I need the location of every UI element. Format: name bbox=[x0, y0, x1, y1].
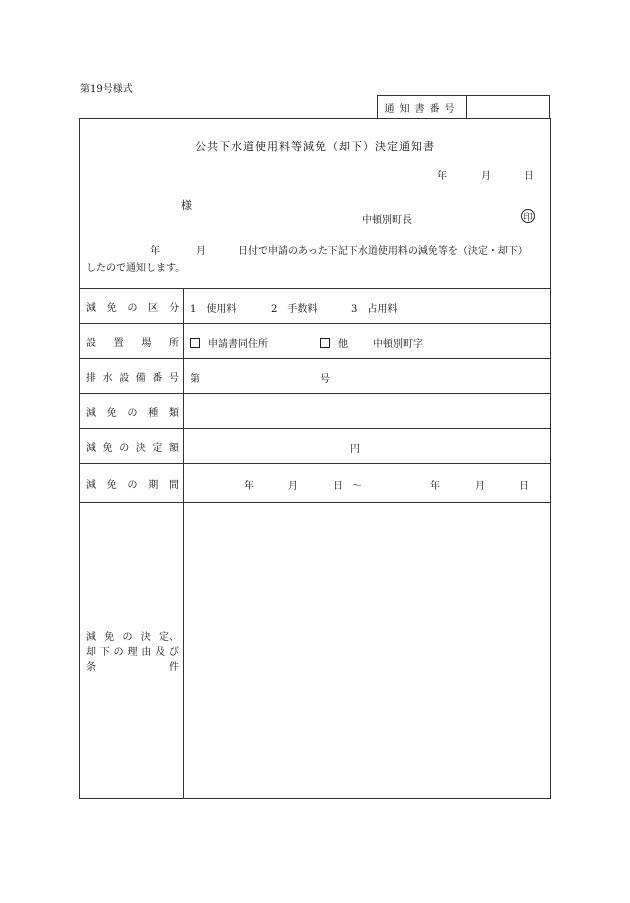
row-label-haisui: 排 水 設 備 番 号 bbox=[86, 373, 179, 384]
row-label-kettei: 減 免 の 決 定 額 bbox=[86, 443, 179, 454]
kikan-start-month: 月 bbox=[288, 481, 298, 492]
notice-number-box bbox=[377, 95, 550, 118]
haisui-prefix: 第 bbox=[190, 374, 200, 385]
kikan-start-year: 年 bbox=[244, 481, 254, 492]
kubun-option-2[interactable]: 2 手数料 bbox=[271, 304, 318, 315]
kikan-end-year: 年 bbox=[430, 481, 440, 492]
date-month: 月 bbox=[481, 171, 491, 182]
checkbox[interactable] bbox=[320, 338, 330, 348]
checkbox[interactable] bbox=[190, 338, 200, 348]
row-label-kubun: 減 免 の 区 分 bbox=[86, 303, 179, 314]
kettei-unit: 円 bbox=[350, 444, 360, 455]
kikan-tilde: 〜 bbox=[352, 481, 362, 492]
basho-town: 中頓別町字 bbox=[373, 339, 423, 350]
date-day: 日 bbox=[524, 171, 534, 182]
basho-option-other[interactable]: 他 bbox=[320, 335, 348, 350]
divider bbox=[79, 428, 551, 429]
riyu-label-line3: 条 件 bbox=[86, 662, 179, 673]
kubun-option-1[interactable]: 1 使用料 bbox=[190, 304, 237, 315]
riyu-label-line2: 却 下 の 理 由 及 び bbox=[86, 647, 179, 658]
haisui-suffix: 号 bbox=[320, 374, 330, 385]
basho-option-same[interactable]: 申請書同住所 bbox=[190, 335, 268, 350]
date-year: 年 bbox=[437, 171, 447, 182]
kikan-end-day: 日 bbox=[519, 481, 529, 492]
kikan-end-month: 月 bbox=[475, 481, 485, 492]
form-number: 第19号様式 bbox=[80, 84, 133, 95]
row-label-riyu bbox=[86, 630, 179, 675]
body-year: 年 bbox=[150, 246, 160, 257]
notice-number-label: 通知書番号 bbox=[378, 96, 467, 118]
divider bbox=[79, 288, 551, 289]
body-month: 月 bbox=[196, 246, 206, 257]
seal-icon: 印 bbox=[521, 209, 535, 223]
divider bbox=[79, 502, 551, 503]
divider bbox=[79, 463, 551, 464]
divider bbox=[79, 358, 551, 359]
divider bbox=[79, 393, 551, 394]
divider bbox=[79, 323, 551, 324]
row-label-kikan: 減 免 の 期 間 bbox=[86, 480, 179, 491]
riyu-field[interactable] bbox=[186, 505, 548, 795]
addressee-suffix: 様 bbox=[181, 199, 192, 212]
column-divider bbox=[183, 288, 184, 799]
kubun-option-3[interactable]: 3 占用料 bbox=[351, 304, 398, 315]
body-text-line1: 日付で申請のあった下記下水道使用料の減免等を（決定・却下） bbox=[238, 246, 528, 257]
issuer-name: 中頓別町長 bbox=[362, 215, 412, 226]
body-text-line2: したので通知します。 bbox=[86, 263, 186, 274]
row-label-basho: 設 置 場 所 bbox=[86, 338, 179, 349]
kikan-start-day: 日 bbox=[333, 481, 343, 492]
riyu-label-line1: 減 免 の 決 定、 bbox=[86, 632, 179, 643]
notice-number-field[interactable] bbox=[467, 96, 549, 118]
document-title: 公共下水道使用料等減免（却下）決定通知書 bbox=[195, 140, 435, 153]
row-label-shurui: 減 免 の 種 類 bbox=[86, 408, 179, 419]
